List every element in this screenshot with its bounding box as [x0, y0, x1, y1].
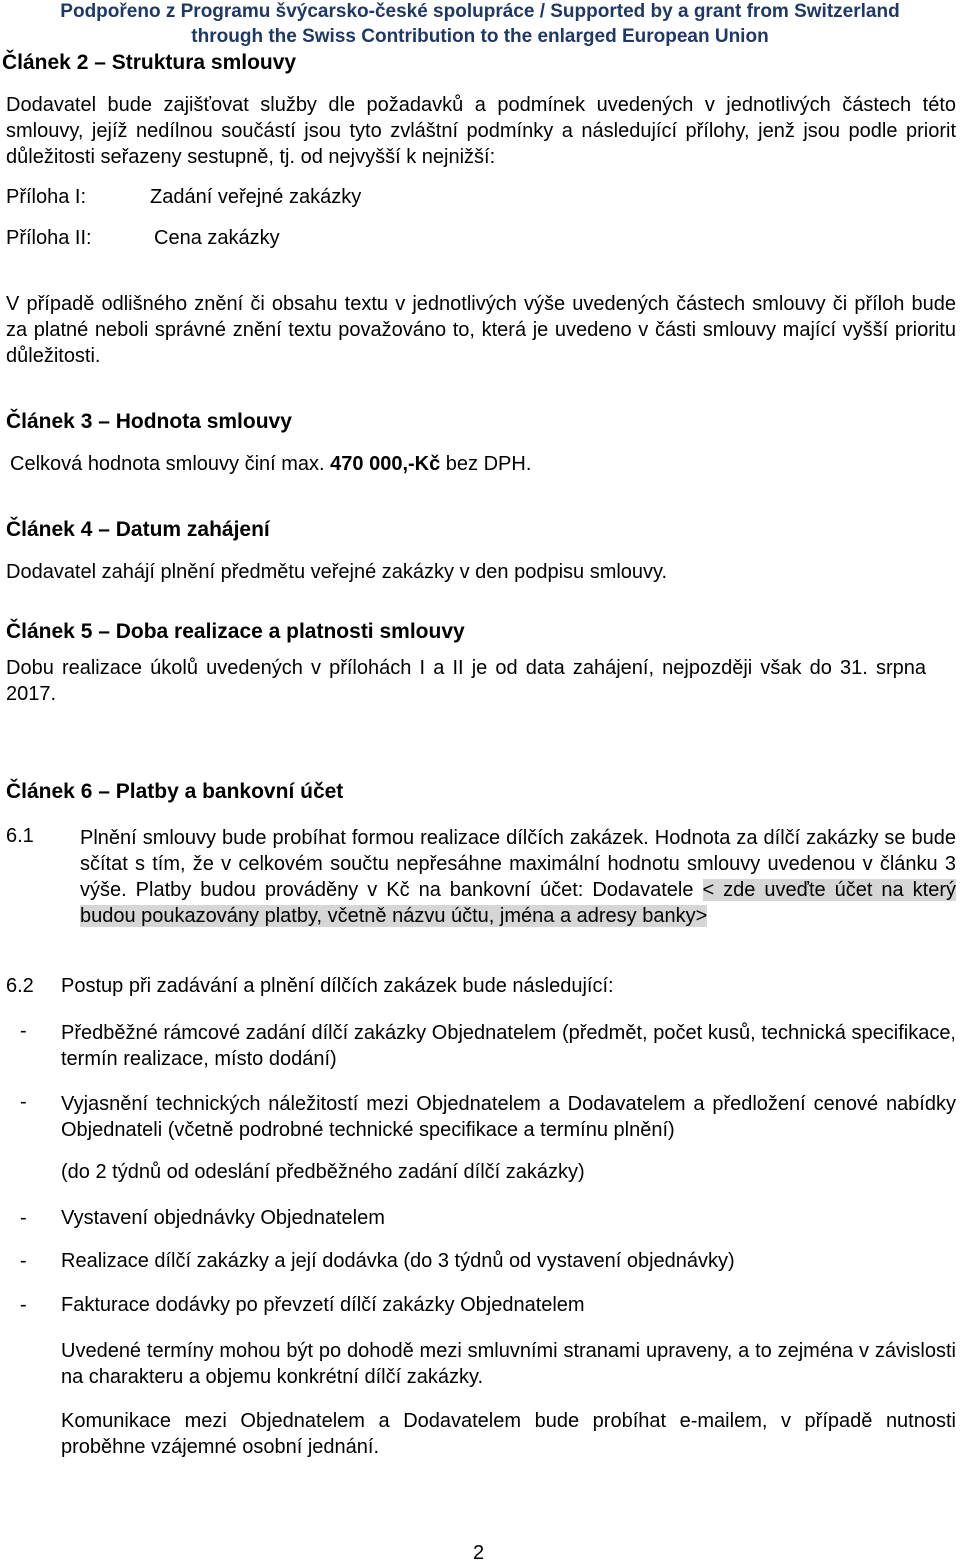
article-2-title: Článek 2 – Struktura smlouvy	[2, 51, 297, 74]
article-2-paragraph: Dodavatel bude zajišťovat služby dle požadavků a podmínek uvedených v jednotlivých částech této smlouvy, jejíž nedílnou součástí jsou tyto zvláštní podmínky a následující přílohy, jenž jsou podle priorit důležitosti seřazeny sestupně, tj. od nejvyšší k nejnižší:	[6, 94, 956, 168]
article-6-title: Článek 6 – Platby a bankovní účet	[6, 780, 344, 803]
grant-header-line-1: Podpořeno z Programu švýcarsko-české spolupráce / Supported by a grant from Switzerland	[60, 1, 900, 22]
list-dash: -	[20, 1091, 27, 1113]
clause-6-2-text: Postup při zadávání a plnění dílčích zakázek bude následující:	[61, 975, 614, 997]
clause-6-2-number: 6.2	[6, 975, 34, 997]
article-3-text-post: bez DPH.	[440, 453, 532, 475]
communication-note: Komunikace mezi Objednatelem a Dodavatelem bude probíhat e-mailem, v případě nutnosti proběhne vzájemné osobní jednání.	[61, 1410, 956, 1458]
clause-6-1-number: 6.1	[6, 825, 34, 847]
article-5-text: Dobu realizace úkolů uvedených v přílohách I a II je od data zahájení, nejpozději však do 31. srpna 2017.	[6, 657, 926, 705]
list-item: Fakturace dodávky po převzetí dílčí zakázky Objednatelem	[61, 1294, 585, 1316]
article-4-text: Dodavatel zahájí plnění předmětu veřejné zakázky v den podpisu smlouvy.	[6, 561, 668, 583]
list-note-weeks: (do 2 týdnů od odeslání předběžného zadání dílčí zakázky)	[61, 1161, 585, 1183]
list-dash: -	[20, 1207, 27, 1229]
article-2-paragraph-2: V případě odlišného znění či obsahu textu v jednotlivých výše uvedených částech smlouvy či příloh bude za platné neboli správné znění textu považováno to, která je uvedeno v části smlouvy mající vyšší prioritu důležitosti.	[6, 293, 956, 367]
list-dash: -	[20, 1250, 27, 1272]
list-dash: -	[20, 1294, 27, 1316]
clause-6-1-body: Plnění smlouvy bude probíhat formou realizace dílčích zakázek. Hodnota za dílčí zakázky se bude sčítat s tím, že v celkovém součtu nepřesáhne maximální hodnotu smlouvy uvedenou v článku 3 výše. Platby budou prováděny v Kč na bankovní účet: Dodavatele	[80, 827, 956, 901]
bank-account-placeholder: < zde uveďte účet na který budou poukazovány platby, včetně názvu účtu, jména a adresy banky>	[80, 879, 956, 927]
contract-amount: 470 000,-Kč	[330, 453, 441, 475]
attachment-2-label: Příloha II:	[6, 227, 92, 249]
attachment-2-value: Cena zakázky	[154, 227, 280, 249]
page-number: 2	[473, 1542, 485, 1564]
article-4-title: Článek 4 – Datum zahájení	[6, 518, 270, 541]
grant-header-line-2: through the Swiss Contribution to the enlarged European Union	[191, 26, 769, 47]
list-item: Předběžné rámcové zadání dílčí zakázky Objednatelem (předmět, počet kusů, technická specifikace, termín realizace, místo dodání)	[61, 1022, 956, 1070]
list-item: Realizace dílčí zakázky a její dodávka (do 3 týdnů od vystavení objednávky)	[61, 1250, 735, 1272]
clause-6-1-text	[80, 825, 956, 929]
article-3-text	[10, 453, 531, 476]
article-3-title: Článek 3 – Hodnota smlouvy	[6, 410, 292, 433]
attachment-1-label: Příloha I:	[6, 186, 87, 208]
list-item: Vyjasnění technických náležitostí mezi Objednatelem a Dodavatelem a předložení cenové nabídky Objednateli (včetně podrobné technické specifikace a termínu plnění)	[61, 1093, 956, 1141]
article-3-text-pre: Celková hodnota smlouvy činí max.	[10, 453, 331, 475]
list-dash: -	[20, 1020, 27, 1042]
terms-note: Uvedené termíny mohou být po dohodě mezi smluvními stranami upraveny, a to zejména v závislosti na charakteru a objemu konkrétní dílčí zakázky.	[61, 1340, 956, 1388]
list-item: Vystavení objednávky Objednatelem	[61, 1207, 385, 1229]
article-5-title: Článek 5 – Doba realizace a platnosti smlouvy	[6, 620, 465, 643]
attachment-1-value: Zadání veřejné zakázky	[150, 186, 362, 208]
